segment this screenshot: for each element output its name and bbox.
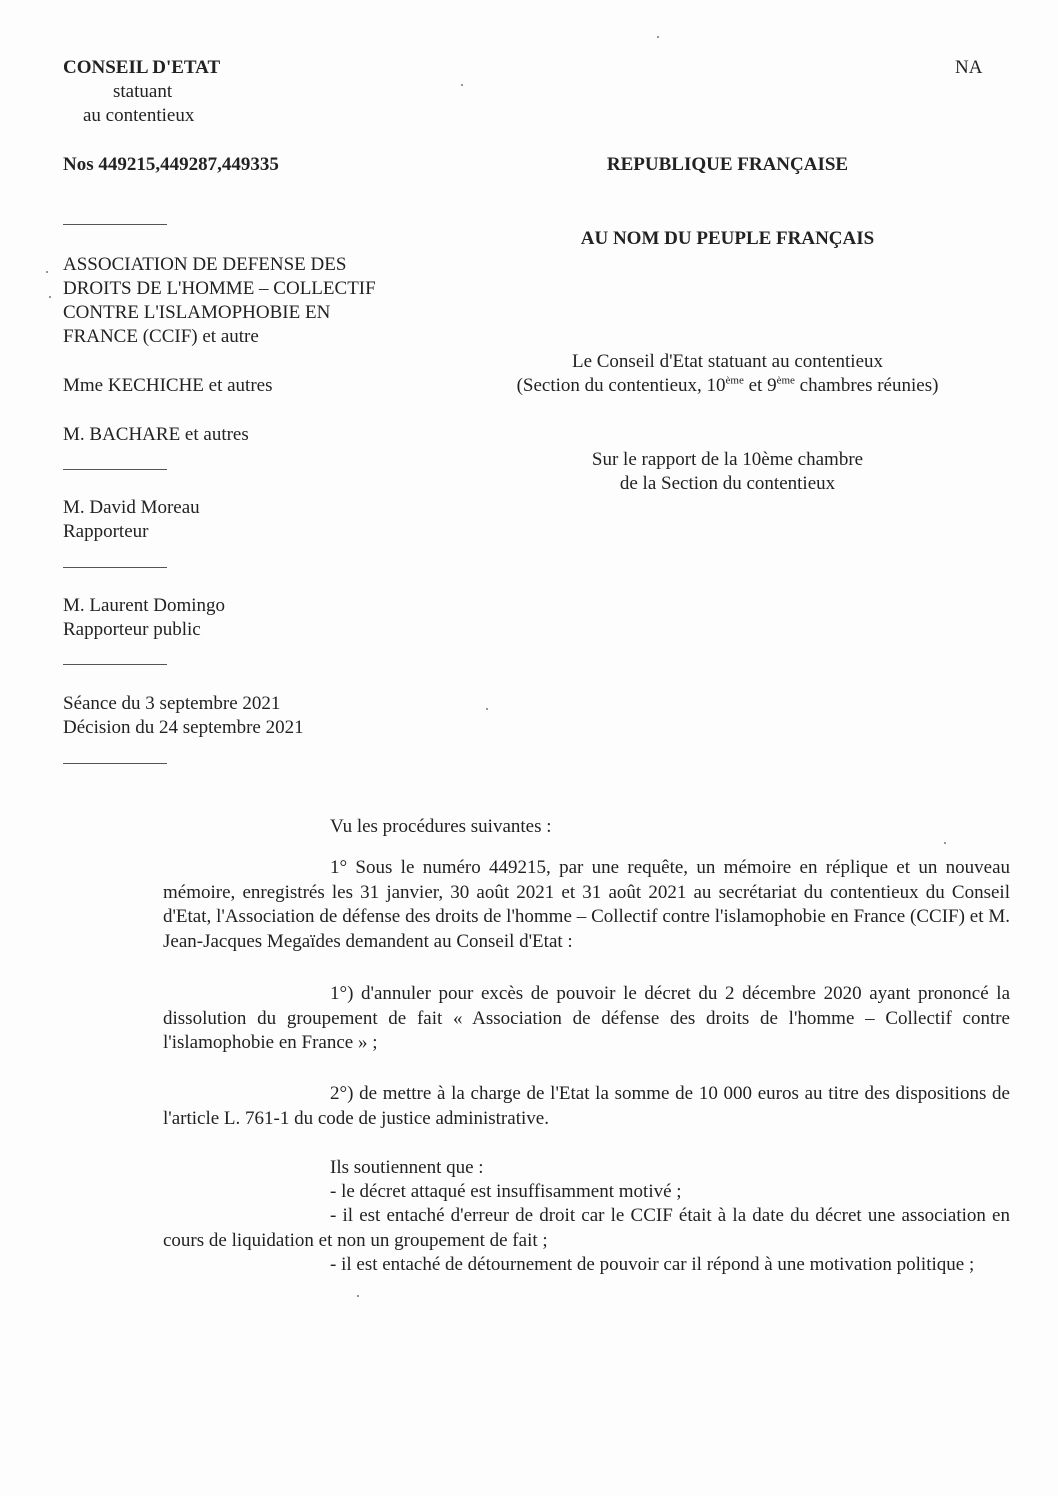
divider (63, 567, 167, 568)
rapporteur-role: Rapporteur (63, 521, 149, 542)
intro: Vu les procédures suivantes : (330, 816, 552, 837)
party-line: ASSOCIATION DE DEFENSE DES (63, 254, 347, 275)
paragraph-1: 1° Sous le numéro 449215, par une requête, un mémoire en réplique et un nouveau mémoire, enregistrés les 31 janvier, 30 août 2021 et 31 août 2021 au secrétariat du contentieux du Conseil d'Etat, l'Association de défense des droits de l'homme – Collectif contre l'islamophobie en France (CCIF) et M. Jean-Jacques Megaïdes demandent au Conseil d'Etat : (163, 857, 1010, 952)
paragraph-3: 2°) de mettre à la charge de l'Etat la somme de 10 000 euros au titre des dispositions de l'article L. 761-1 du code de justice administrative. (163, 1083, 1010, 1129)
party-line: CONTRE L'ISLAMOPHOBIE EN (63, 302, 331, 323)
divider (63, 664, 167, 665)
rapporteur-public-role: Rapporteur public (63, 619, 201, 640)
in-name-heading: AU NOM DU PEUPLE FRANÇAIS (580, 228, 875, 249)
formation-sup: ème (776, 374, 795, 387)
divider (63, 763, 167, 764)
rapporteur-public-name: M. Laurent Domingo (63, 595, 226, 616)
court-subtitle-2: au contentieux (83, 105, 195, 126)
report-line-2: de la Section du contentieux (619, 473, 836, 494)
formation-text: chambres réunies) (794, 375, 939, 396)
formation-sup: ème (725, 374, 744, 387)
scan-speck (46, 271, 48, 273)
party-2: Mme KECHICHE et autres (63, 375, 273, 396)
scan-speck (357, 1295, 359, 1297)
formation-line-1: Le Conseil d'Etat statuant au contentieux (571, 351, 884, 372)
bullet-2: - il est entaché d'erreur de droit car le CCIF était à la date du décret une association en cours de liquidation et non un groupement de fait ; (163, 1205, 1010, 1251)
formation-text: (Section du contentieux, 10 (516, 375, 726, 396)
paragraph-4: Ils soutiennent que : (330, 1157, 484, 1178)
party-3: M. BACHARE et autres (63, 424, 249, 445)
initials: NA (955, 57, 983, 78)
scan-speck (657, 36, 659, 38)
report-line-1: Sur le rapport de la 10ème chambre (591, 449, 864, 470)
rapporteur-name: M. David Moreau (63, 497, 200, 518)
court-name: CONSEIL D'ETAT (63, 57, 221, 78)
scan-speck (486, 708, 488, 710)
scan-speck (461, 84, 463, 86)
court-subtitle-1: statuant (113, 81, 173, 102)
party-line: FRANCE (CCIF) et autre (63, 326, 259, 347)
decision-date: Décision du 24 septembre 2021 (63, 717, 304, 738)
formation-line-2 (470, 374, 985, 398)
divider (63, 224, 167, 225)
scan-speck (49, 296, 51, 298)
case-numbers: Nos 449215,449287,449335 (63, 154, 279, 175)
bullet-1: - le décret attaqué est insuffisamment motivé ; (330, 1181, 682, 1202)
divider (63, 469, 167, 470)
party-line: DROITS DE L'HOMME – COLLECTIF (63, 278, 376, 299)
scan-speck (944, 842, 946, 844)
bullet-3: - il est entaché de détournement de pouvoir car il répond à une motivation politique ; (330, 1254, 975, 1275)
seance-date: Séance du 3 septembre 2021 (63, 693, 281, 714)
paragraph-2: 1°) d'annuler pour excès de pouvoir le décret du 2 décembre 2020 ayant prononcé la dissolution du groupement de fait « Association de défense des droits de l'homme – Collectif contre l'islamophobie en France » ; (163, 983, 1010, 1053)
formation-text: et 9 (743, 375, 777, 396)
republic-heading: REPUBLIQUE FRANÇAISE (606, 154, 849, 175)
